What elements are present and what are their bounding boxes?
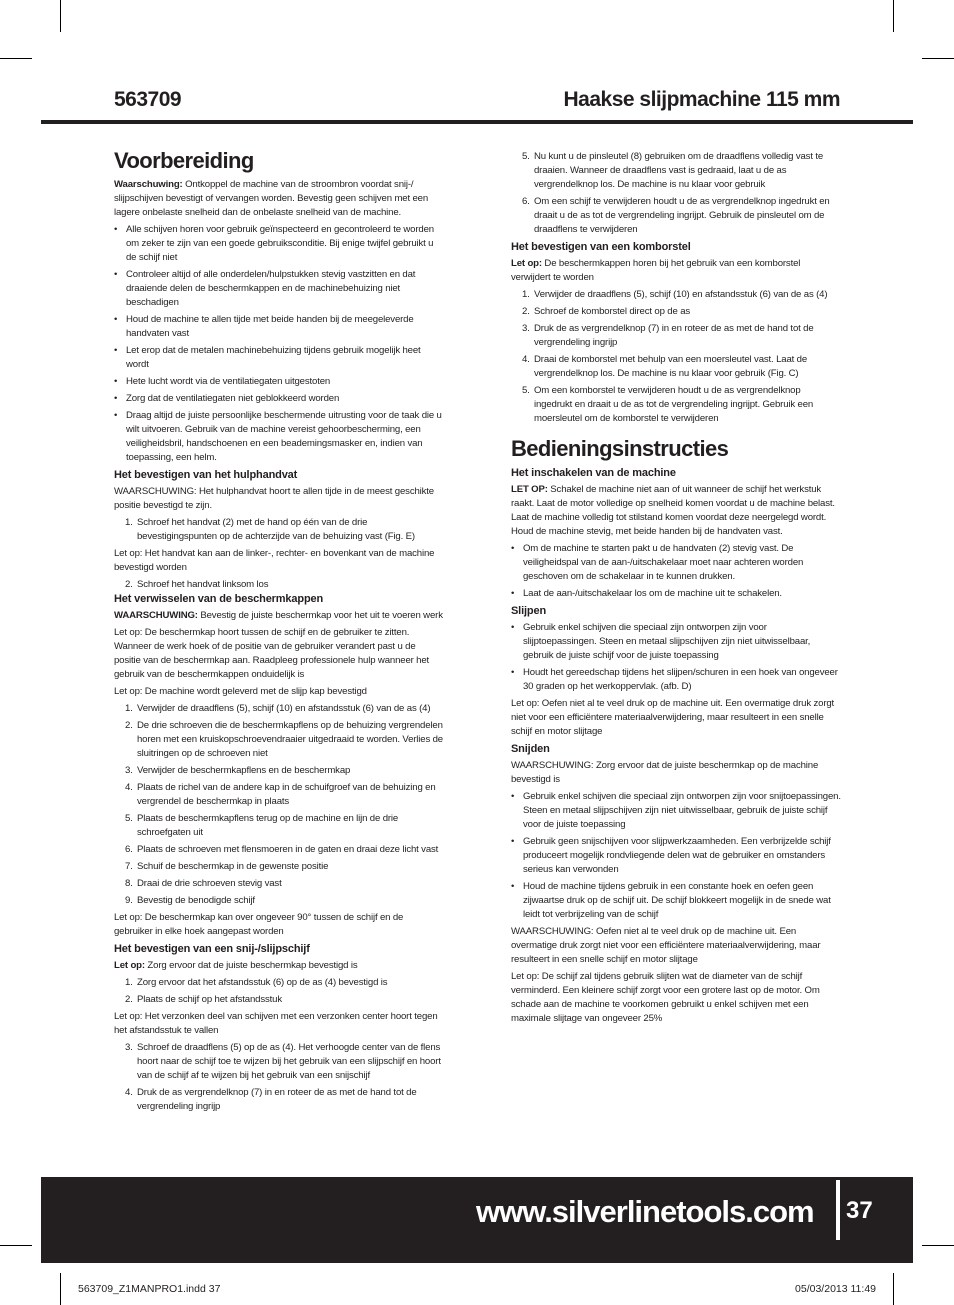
list-item: • Gebruik enkel schijven die speciaal zijn ontworpen zijn voor snijtoepassingen. Steen en metaal slijpschijven zijn niet uitwisselbaar, gebruik de juiste schijf voor de juiste toepassing [511,790,841,832]
paragraph [511,483,841,539]
step-number: 5. [522,385,530,396]
crop-mark [893,0,894,32]
numbered-list [511,288,841,426]
list-item: • Laat de aan-/uitschakelaar los om de machine uit te schakelen. [511,587,841,601]
step-number: 1. [125,517,133,528]
list-item [114,812,444,840]
crop-mark [0,1245,32,1246]
numbered-list [114,702,444,908]
step-text: Schroef de komborstel direct op de as [534,306,691,317]
preparation-bullets [114,223,444,465]
step-number: 4. [125,782,133,793]
paragraph: Let op: De beschermkap kan over ongeveer 90° tussen de schijf en de gebruiker in elke hoek aangepast worden [114,912,404,937]
step-number: 6. [125,844,133,855]
step-text: Om een schijf te verwijderen houdt u de as vergrendelknop ingedrukt en draait u de as tot de vergrendeling ingrijpt. Gebruik de pinsleutel om de draadflens te verwijderen [534,196,830,235]
step-text: Verwijder de beschermkapflens en de beschermkap [137,765,351,776]
note-text: De beschermkappen horen bij het gebruik van een komborstel verwijdert te worden [511,258,801,283]
list-item [114,843,444,857]
subheading-snijschijf: Het bevestigen van een snij-/slijpschijf [114,943,310,955]
paragraph: Let op: De schijf zal tijdens gebruik slijten wat de diameter van de schijf verminderd. Een kleinere schijf zorgt voor een grotere last op de motor. Om schade aan de machine te voorkomen gebruikt u enkel schijven met een maximale slijtage van ongeveer 25% [511,971,820,1024]
paragraph: WAARSCHUWING: Zorg ervoor dat de juiste beschermkap op de machine bevestigd is [511,760,819,785]
paragraph [114,609,444,623]
step-text: Plaats de schijf op het afstandsstuk [137,994,282,1005]
subheading-slijpen: Slijpen [511,605,547,617]
paragraph [114,959,444,973]
list-item [114,578,444,592]
numbered-list [114,1041,444,1114]
note-label: Let op: [114,960,145,971]
list-item: • Houdt het gereedschap tijdens het slijpen/schuren in een hoek van ongeveer 30 graden op het werkoppervlak. (afb. D) [511,666,841,694]
section-title-voorbereiding: Voorbereiding [114,148,254,173]
list-item [511,353,841,381]
step-number: 3. [125,765,133,776]
crop-mark [922,58,954,59]
subheading-hulphandvat: Het bevestigen van het hulphandvat [114,469,298,481]
subheading-snijden: Snijden [511,743,550,755]
step-number: 8. [125,878,133,889]
step-text: Om een komborstel te verwijderen houdt u de as vergrendelknop ingedrukt en draait u de as tot de vergrendeling ingrijpt. Gebruik een moersleutel om de komborstel te verwijderen [534,385,814,424]
list-item: • Houd de machine tijdens gebruik in een constante hoek en oefen geen zijwaartse druk op de schijf uit. De schijf blokkeert mogelijk in de snede wat leidt tot verbrijzeling van de schijf [511,880,841,922]
list-item [114,877,444,891]
step-number: 2. [125,994,133,1005]
step-text: Schroef het handvat linksom los [137,579,269,590]
list-item: • Alle schijven horen voor gebruik geïnspecteerd en gecontroleerd te worden om zeker te zijn van een goede gebruiksconditie. Bij enige twijfel gebruikt u de schijf niet [114,223,444,265]
step-number: 1. [125,977,133,988]
page-header [114,88,840,118]
note-text: Zorg ervoor dat de juiste beschermkap bevestigd is [144,960,358,971]
list-item [114,516,444,544]
step-number: 6. [522,196,530,207]
list-item: • Draag altijd de juiste persoonlijke beschermende uitrusting voor de taak die u wilt uitvoeren. Gebruik van de machine vereist gehoorbescherming, een veiligheidsbril, handschoenen en een beademingsmasker en, indien van toepassing, een helm. [114,409,444,465]
list-item [114,1086,444,1114]
step-text: Schuif de beschermkap in de gewenste positie [137,861,329,872]
header-rule [41,120,913,124]
list-item [114,764,444,778]
step-number: 2. [125,579,133,590]
paragraph: Let op: De beschermkap hoort tussen de schijf en de gebruiker te zitten. Wanneer de werk hoek of de positie van de gebruiker verandert past u de positie van de beschermkap aan. Raadpleeg professionele hulp wanneer het gebruik van de beschermkappen onduidelijk is [114,627,430,680]
paragraph: Let op: Het handvat kan aan de linker-, rechter- en bovenkant van de machine bevestigd worden [114,548,435,573]
list-item [114,719,444,761]
list-item: • Gebruik enkel schijven die speciaal zijn ontworpen zijn voor slijptoepassingen. Steen en metaal slijpschijven zijn niet uitwisselbaar, gebruik de juiste schijf voor de juiste toepassing [511,621,841,663]
subheading-beschermkappen: Het verwisselen van de beschermkappen [114,593,324,605]
list-item [511,322,841,350]
file-slug: 563709_Z1MANPRO1.indd 37 [78,1283,221,1295]
step-text: Schroef de draadflens (5) op de as (4). Het verhoogde center van de flens hoort naar de schijf toe te wijzen bij het gebruik van een slijpschijf en hoort van de schijf af te wijzen bij het gebruik van een snijschijf [137,1042,441,1081]
step-number: 7. [125,861,133,872]
warning-text: Bevestig de juiste beschermkap voor het uit te voeren werk [197,610,443,621]
page-number: 37 [846,1197,873,1224]
note-text: Schakel de machine niet aan of uit wanneer de schijf het werkstuk raakt. Laat de motor volledige op snelheid komen voordat u de machine belast. Laat de machine volledig tot stilstand komen voordat deze neergelegd wordt. Houd de machine stevig, met beide handen bij de handvaten vast. [511,484,835,537]
step-text: Schroef het handvat (2) met de hand op één van de drie bevestigingspunten op de achterzijde van de behuizing vast (Fig. E) [137,517,415,542]
warning-text: Ontkoppel de machine van de stroombron voordat snij-/ slijpschijven bevestigt of vervangen worden. Bevestig geen schijven met een lagere onbelaste snelheid dan de onbelaste snelheid van de machine. [114,179,429,218]
step-text: Plaats de beschermkapflens terug op de machine en lijn de drie schroefgaten uit [137,813,399,838]
step-text: Verwijder de draadflens (5), schijf (10) en afstandsstuk (6) van de as (4) [534,289,828,300]
section-title-bedieningsinstructies: Bedieningsinstructies [511,436,729,461]
crop-mark [922,1245,954,1246]
step-number: 4. [125,1087,133,1098]
step-text: Draai de komborstel met behulp van een moersleutel vast. Laat de vergrendelknop los. De machine is nu klaar voor gebruik (Fig. C) [534,354,808,379]
paragraph: Let op: Het verzonken deel van schijven met een verzonken center hoort tegen het afstandsstuk te vallen [114,1011,438,1036]
list-item: • Controleer altijd of alle onderdelen/hulpstukken stevig vastzitten en dat draaiende delen de beschermkappen en de machinebehuizing niet beschadigen [114,268,444,310]
step-number: 4. [522,354,530,365]
list-item: • Gebruik geen snijschijven voor slijpwerkzaamheden. Een verbrijzelde schijf produceert mogelijk rondvliegende delen wat de gebruiker en omstanders serieus kan verwonden [511,835,841,877]
paragraph: WAARSCHUWING: Het hulphandvat hoort te allen tijde in de meest geschikte positie bevestigd te zijn. [114,486,434,511]
step-text: Plaats de schroeven met flensmoeren in de gaten en draai deze licht vast [137,844,439,855]
warning-label: WAARSCHUWING: [114,610,198,621]
warning-label: Waarschuwing: [114,179,183,190]
step-number: 5. [522,151,530,162]
step-text: Draai de drie schroeven stevig vast [137,878,282,889]
step-text: Plaats de richel van de andere kap in de schuifgroef van de behuizing en vergrendel de beschermkap in plaats [137,782,436,807]
crop-mark [60,0,61,32]
footer-divider [836,1180,840,1240]
step-text: Nu kunt u de pinsleutel (8) gebruiken om de draadflens volledig vast te draaien. Wanneer de draadflens vast is gedraaid, laat u de as vergrendelknop los. De machine is nu klaar voor gebruik [534,151,824,190]
step-text: De drie schroeven die de beschermkapflens op de behuizing vergrendelen horen met een kruiskopschroevendraaier uitgedraaid te worden. Verlies de sluitringen op de schroeven niet [137,720,443,759]
list-item [114,860,444,874]
list-item [114,993,444,1007]
list-item [511,384,841,426]
note-label: Let op: [511,258,542,269]
paragraph [511,257,841,285]
warning-paragraph [114,178,444,220]
list-item [114,894,444,908]
step-text: Zorg ervoor dat het afstandsstuk (6) op de as (4) bevestigd is [137,977,388,988]
step-number: 9. [125,895,133,906]
step-text: Druk de as vergrendelknop (7) in en roteer de as met de hand tot de vergrendeling ingrijp [534,323,814,348]
note-label: LET OP: [511,484,548,495]
step-text: Verwijder de draadflens (5), schijf (10) en afstandsstuk (6) van de as (4) [137,703,431,714]
list-item [511,288,841,302]
step-number: 3. [522,323,530,334]
paragraph: Let op: De machine wordt geleverd met de slijp kap bevestigd [114,686,367,697]
paragraph: WAARSCHUWING: Oefen niet al te veel druk op de machine uit. Een overmatige druk zorgt niet voor een efficiëntere materiaalverwijdering, maar resulteert in een snelle schijf en motor slijtage [511,926,821,965]
numbered-list [114,976,444,1007]
list-item [114,1041,444,1083]
paragraph: Let op: Oefen niet al te veel druk op de machine uit. Een overmatige druk zorgt niet voor een efficiëntere materiaalverwijdering, maar resulteert in een snelle schijf en motor slijtage [511,698,835,737]
subheading-inschakelen: Het inschakelen van de machine [511,467,676,479]
step-number: 2. [522,306,530,317]
product-title: Haakse slijpmachine 115 mm [563,88,840,111]
step-number: 3. [125,1042,133,1053]
left-column [114,146,444,1117]
list-item [511,195,841,237]
bullet-list [511,542,841,601]
numbered-list [114,516,444,544]
crop-mark [60,1273,61,1305]
bullet-list [511,790,841,922]
step-number: 5. [125,813,133,824]
numbered-list [511,150,841,237]
list-item: • Let erop dat de metalen machinebehuizing tijdens gebruik mogelijk heet wordt [114,344,444,372]
date-slug: 05/03/2013 11:49 [795,1283,876,1295]
list-item: • Zorg dat de ventilatiegaten niet geblokkeerd worden [114,392,444,406]
list-item [511,150,841,192]
crop-mark [893,1273,894,1305]
list-item: • Hete lucht wordt via de ventilatiegaten uitgestoten [114,375,444,389]
bullet-list [511,621,841,694]
step-number: 1. [522,289,530,300]
product-code: 563709 [114,88,182,111]
step-number: 2. [125,720,133,731]
subheading-komborstel: Het bevestigen van een komborstel [511,241,691,253]
step-number: 1. [125,703,133,714]
list-item [114,781,444,809]
right-column [511,150,841,1029]
step-text: Bevestig de benodigde schijf [137,895,255,906]
list-item: • Houd de machine te allen tijde met beide handen bij de meegeleverde handvaten vast [114,313,444,341]
numbered-list [114,578,444,592]
list-item [114,702,444,716]
website-url: www.silverlinetools.com [476,1194,814,1229]
list-item: • Om de machine te starten pakt u de handvaten (2) stevig vast. De veiligheidspal van de aan-/uitschakelaar moet naar achteren worden geschoven om de schakelaar in te kunnen drukken. [511,542,841,584]
list-item [511,305,841,319]
crop-mark [0,58,32,59]
list-item [114,976,444,990]
step-text: Druk de as vergrendelknop (7) in en roteer de as met de hand tot de vergrendeling ingrijp [137,1087,417,1112]
